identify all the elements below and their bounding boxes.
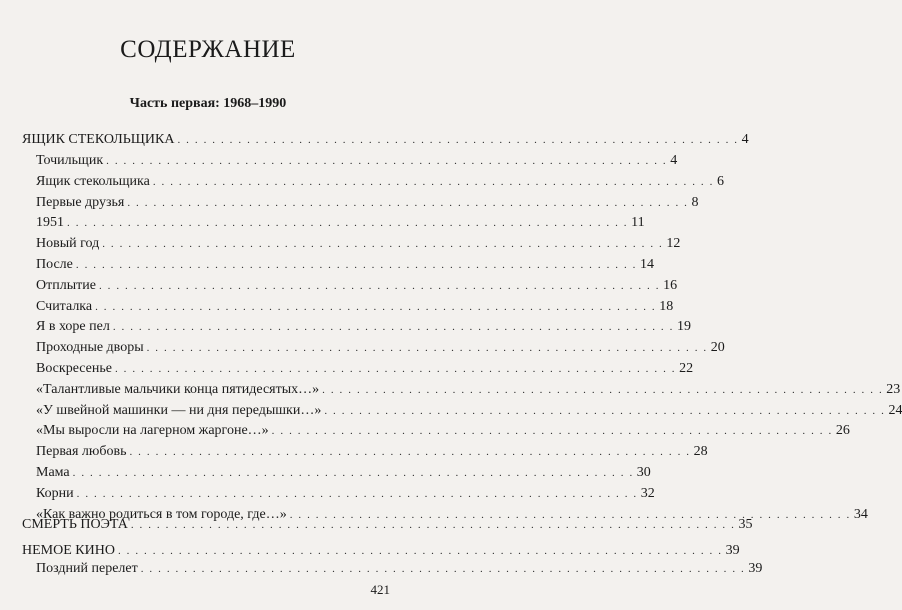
- toc-chapter[interactable]: [36, 257, 655, 274]
- chapter-title: 1951: [36, 215, 64, 231]
- leader-dots: . . . . . . . . . . . . . . . . . . . . . . . . . . . . . . . . . . . . . . . . . . . . . . . . . . . . . . . . . . . . . . . . .: [127, 196, 689, 209]
- chapter-page: 34: [853, 506, 868, 522]
- chapter-title: Поздний перелет: [36, 561, 138, 576]
- toc-chapter[interactable]: [36, 561, 763, 578]
- toc-chapter[interactable]: [36, 215, 645, 232]
- chapter-title: Ящик стекольщика: [36, 173, 150, 189]
- leader-dots: . . . . . . . . . . . . . . . . . . . . . . . . . . . . . . . . . . . . . . . . . . . . . . . . . . . . . . . . . . . . . . . . .: [102, 238, 664, 251]
- toc-chapter[interactable]: [36, 173, 724, 191]
- leader-dots: . . . . . . . . . . . . . . . . . . . . . . . . . . . . . . . . . . . . . . . . . . . . . . . . . . . . . . . . . . . . . . . . .: [98, 279, 661, 292]
- chapter-page: 23: [886, 381, 901, 397]
- toc-chapter[interactable]: [36, 153, 678, 170]
- toc-chapter[interactable]: [36, 402, 902, 420]
- leader-dots: . . . . . . . . . . . . . . . . . . . . . . . . . . . . . . . . . . . . . . . . . . . . . . . . . . . . . . . . . . . . . . . . .: [146, 342, 708, 355]
- leader-dots: . . . . . . . . . . . . . . . . . . . . . . . . . . . . . . . . . . . . . . . . . . . . . . . . . . . . . . . . . . . . . . . . .: [95, 300, 657, 313]
- chapter-page: 18: [659, 298, 674, 314]
- toc-section[interactable]: [22, 517, 753, 534]
- section-title: ЯЩИК СТЕКОЛЬЩИКА: [22, 132, 175, 147]
- toc-chapter[interactable]: [36, 236, 681, 253]
- chapter-page: 12: [666, 236, 681, 252]
- toc-chapter[interactable]: [36, 444, 708, 461]
- leader-dots: . . . . . . . . . . . . . . . . . . . . . . . . . . . . . . . . . . . . . . . . . . . . . . . . . . . . . . . . . . . . . . . . .: [76, 487, 638, 500]
- toc-chapter[interactable]: [36, 298, 674, 316]
- chapter-page: 30: [636, 465, 651, 480]
- chapter-page: 24: [888, 402, 902, 418]
- leader-dots: . . . . . . . . . . . . . . . . . . . . . . . . . . . . . . . . . . . . . . . . . . . . . . . . . . . . . . . . . . . . . . . . .: [271, 425, 833, 438]
- chapter-page: 16: [663, 277, 678, 293]
- chapter-page: 20: [710, 340, 725, 356]
- page-number: 421: [370, 582, 390, 597]
- chapter-page: 8: [691, 194, 699, 210]
- leader-dots: . . . . . . . . . . . . . . . . . . . . . . . . . . . . . . . . . . . . . . . . . . . . . . . . . . . . . . . . . . . . . . . . .: [322, 383, 884, 396]
- chapter-title: Точильщик: [36, 153, 104, 168]
- leader-dots: . . . . . . . . . . . . . . . . . . . . . . . . . . . . . . . . . . . . . . . . . . . . . . . . . . . . . . . . . . . . . . . . .: [324, 404, 886, 417]
- toc-chapter[interactable]: [36, 361, 694, 378]
- leader-dots: . . . . . . . . . . . . . . . . . . . . . . . . . . . . . . . . . . . . . . . . . . . . . . . . . . . . . . . . . . . . . . . . .: [152, 175, 714, 188]
- leader-dots: . . . . . . . . . . . . . . . . . . . . . . . . . . . . . . . . . . . . . . . . . . . . . . . . . . . . . . . . . . . . . . . . .: [112, 321, 674, 334]
- leader-dots: . . . . . . . . . . . . . . . . . . . . . . . . . . . . . . . . . . . . . . . . . . . . . . . . . . . . . . . . . . . . . . . . .: [129, 446, 691, 459]
- toc-chapter[interactable]: [36, 485, 655, 503]
- section-title: СМЕРТЬ ПОЭТА: [22, 517, 128, 532]
- chapter-page: 39: [748, 561, 763, 576]
- chapter-title: «Как важно родиться в том городе, где…»: [36, 506, 287, 522]
- chapter-title: Новый год: [36, 236, 100, 252]
- chapter-page: 28: [693, 444, 708, 460]
- chapter-title: Отплытие: [36, 277, 96, 293]
- chapter-page: 19: [676, 319, 691, 335]
- toc-chapter[interactable]: [36, 465, 651, 482]
- toc-section[interactable]: [22, 543, 740, 560]
- toc-chapter[interactable]: [36, 194, 699, 212]
- chapter-page: 22: [679, 361, 694, 376]
- leader-dots: . . . . . . . . . . . . . . . . . . . . . . . . . . . . . . . . . . . . . . . . . . . . . . . . . . . . . . . . . . . . . . . . .: [72, 467, 634, 479]
- leader-dots: . . . . . . . . . . . . . . . . . . . . . . . . . . . . . . . . . . . . . . . . . . . . . . . . . . . . . . . . . . . . . . . . .: [114, 363, 677, 375]
- leader-dots: . . . . . . . . . . . . . . . . . . . . . . . . . . . . . . . . . . . . . . . . . . . . . . . . . . . . . . . . . . . . . . . . . . . . . .: [117, 545, 723, 557]
- leader-dots: . . . . . . . . . . . . . . . . . . . . . . . . . . . . . . . . . . . . . . . . . . . . . . . . . . . . . . . . . . . . . . . . .: [67, 217, 629, 230]
- toc-chapter[interactable]: [36, 381, 901, 399]
- chapter-page: 32: [640, 485, 655, 501]
- chapter-title: Считалка: [36, 298, 93, 314]
- chapter-title: Первая любовь: [36, 444, 127, 460]
- leader-dots: . . . . . . . . . . . . . . . . . . . . . . . . . . . . . . . . . . . . . . . . . . . . . . . . . . . . . . . . . . . . . . . . . . . . . .: [140, 563, 746, 575]
- toc-chapter[interactable]: [36, 340, 725, 357]
- leader-dots: . . . . . . . . . . . . . . . . . . . . . . . . . . . . . . . . . . . . . . . . . . . . . . . . . . . . . . . . . . . . . . . . .: [75, 259, 638, 271]
- page-title: СОДЕРЖАНИЕ: [120, 36, 296, 63]
- section-page: 4: [741, 132, 749, 147]
- toc-section[interactable]: [22, 132, 749, 149]
- leader-dots: . . . . . . . . . . . . . . . . . . . . . . . . . . . . . . . . . . . . . . . . . . . . . . . . . . . . . . . . . . . . . . . . .: [106, 155, 668, 167]
- section-page: 35: [738, 517, 753, 532]
- chapter-title: «Мы выросли на лагерном жаргоне…»: [36, 423, 269, 439]
- chapter-page: 14: [640, 257, 655, 272]
- chapter-title: «Талантливые мальчики конца пятидесятых…»: [36, 381, 320, 397]
- section-page: 39: [725, 543, 740, 558]
- chapter-title: Воскресенье: [36, 361, 112, 376]
- chapter-page: 26: [835, 423, 850, 439]
- leader-dots: . . . . . . . . . . . . . . . . . . . . . . . . . . . . . . . . . . . . . . . . . . . . . . . . . . . . . . . . . . . . . . . . .: [177, 134, 739, 146]
- part-heading: Часть первая: 1968–1990: [129, 96, 287, 111]
- chapter-title: Мама: [36, 465, 70, 480]
- chapter-title: Корни: [36, 485, 74, 501]
- chapter-page: 6: [716, 173, 724, 189]
- chapter-page: 4: [670, 153, 678, 168]
- chapter-title: Первые друзья: [36, 194, 125, 210]
- toc-chapter[interactable]: [36, 277, 678, 295]
- chapter-title: После: [36, 257, 73, 272]
- chapter-page: 11: [631, 215, 645, 231]
- section-title: НЕМОЕ КИНО: [22, 543, 115, 558]
- chapter-title: Я в хоре пел: [36, 319, 110, 335]
- leader-dots: . . . . . . . . . . . . . . . . . . . . . . . . . . . . . . . . . . . . . . . . . . . . . . . . . . . . . . . . . . . . . . . . .: [289, 508, 851, 521]
- toc-chapter[interactable]: [36, 319, 691, 336]
- chapter-title: Проходные дворы: [36, 340, 144, 356]
- chapter-title: «У швейной машинки — ни дня передышки…»: [36, 402, 322, 418]
- toc-chapter[interactable]: [36, 423, 850, 440]
- leader-dots: . . . . . . . . . . . . . . . . . . . . . . . . . . . . . . . . . . . . . . . . . . . . . . . . . . . . . . . . . . . . . . . . . . . . . .: [130, 519, 736, 531]
